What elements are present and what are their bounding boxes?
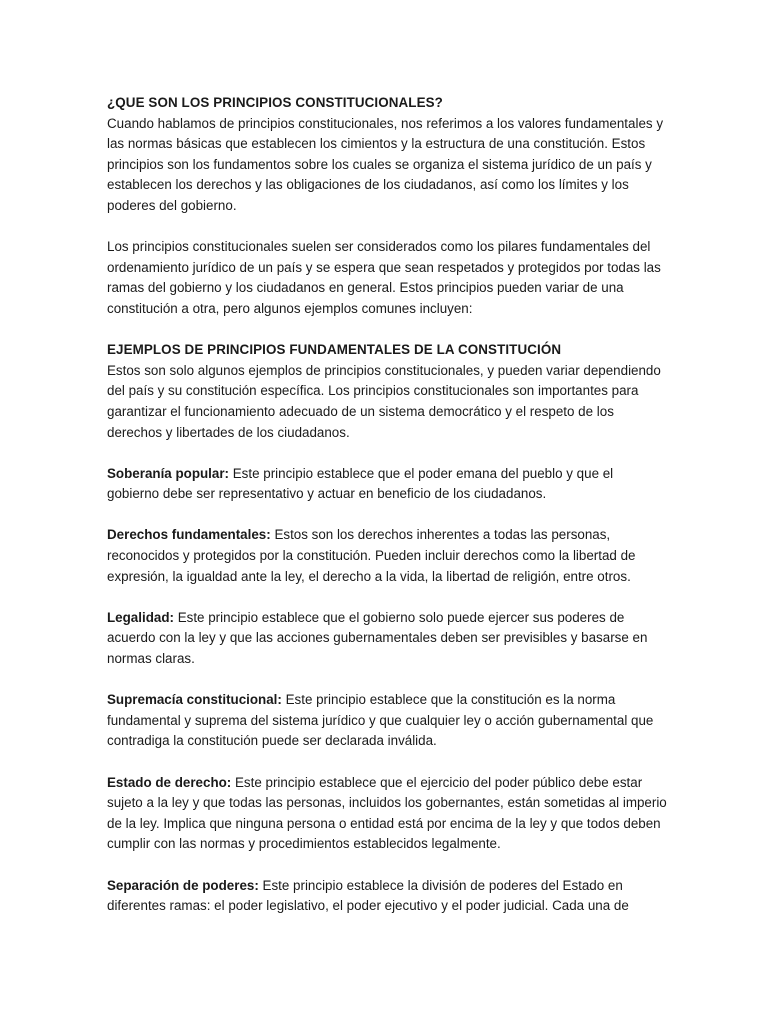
principle-text: Este principio establece la división de poderes del Estado en diferentes ramas: el poder legislativo, el poder ejecutivo y el poder judicial. Cada una de [107, 877, 629, 914]
section-heading-examples: EJEMPLOS DE PRINCIPIOS FUNDAMENTALES DE LA CONSTITUCIÓN [107, 342, 562, 358]
principle-legality [107, 608, 667, 670]
examples-paragraph: Estos son solo algunos ejemplos de principios constitucionales, y pueden variar dependiendo del país y su constitución específica. Los principios constitucionales son importantes para garantizar el funcionamiento adecuado de un sistema democrático y el respeto de los derechos y libertades de los ciudadanos. [107, 362, 661, 440]
intro-paragraph: Cuando hablamos de principios constitucionales, nos referimos a los valores fundamentales y las normas básicas que establecen los cimientos y la estructura de una constitución. Estos principios son los fundamentos sobre los cuales se organiza el sistema jurídico de un país y establecen los derechos y las obligaciones de los ciudadanos, así como los límites y los poderes del gobierno. [107, 115, 664, 213]
principle-text: Este principio establece que el poder emana del pueblo y que el gobierno debe ser representativo y actuar en beneficio de los ciudadanos. [107, 465, 614, 502]
principle-term: Soberanía popular: [107, 465, 230, 481]
principle-constitutional-supremacy [107, 690, 667, 752]
document-page [107, 93, 667, 937]
principle-rule-of-law [107, 773, 667, 855]
principle-term: Supremacía constitucional: [107, 692, 282, 708]
principle-fundamental-rights [107, 525, 667, 587]
pillars-paragraph: Los principios constitucionales suelen ser considerados como los pilares fundamentales del ordenamiento jurídico de un país y se espera que sean respetados y protegidos por todas las ramas del gobierno y los ciudadanos en general. Estos principios pueden variar de una constitución a otra, pero algunos ejemplos comunes incluyen: [107, 239, 661, 316]
principle-term: Derechos fundamentales: [107, 527, 271, 543]
principle-term: Separación de poderes: [107, 877, 259, 893]
principle-text: Estos son los derechos inherentes a todas las personas, reconocidos y protegidos por la constitución. Pueden incluir derechos como la libertad de expresión, la igualdad ante la ley, el derecho a la vida, la libertad de religión, entre otros. [107, 527, 636, 584]
principle-text: Este principio establece que el ejercicio del poder público debe estar sujeto a la ley y que todas las personas, incluidos los gobernantes, están sometidas al imperio de la ley. Implica que ninguna persona o entidad está por encima de la ley y que todos deben cumplir con las normas y procedimientos establecidos legalmente. [107, 774, 667, 852]
principle-text: Este principio establece que la constitución es la norma fundamental y suprema del sistema jurídico y que cualquier ley o acción gubernamental que contradiga la constitución puede ser declarada inválida. [107, 692, 654, 749]
principle-term: Legalidad: [107, 609, 174, 625]
principle-separation-of-powers [107, 876, 667, 917]
section-heading-principles: ¿QUE SON LOS PRINCIPIOS CONSTITUCIONALES? [107, 95, 443, 110]
principle-text: Este principio establece que el gobierno solo puede ejercer sus poderes de acuerdo con la ley y que las acciones gubernamentales deben ser previsibles y basarse en normas claras. [107, 609, 648, 667]
principle-term: Estado de derecho: [107, 774, 232, 790]
principle-popular-sovereignty [107, 464, 667, 505]
